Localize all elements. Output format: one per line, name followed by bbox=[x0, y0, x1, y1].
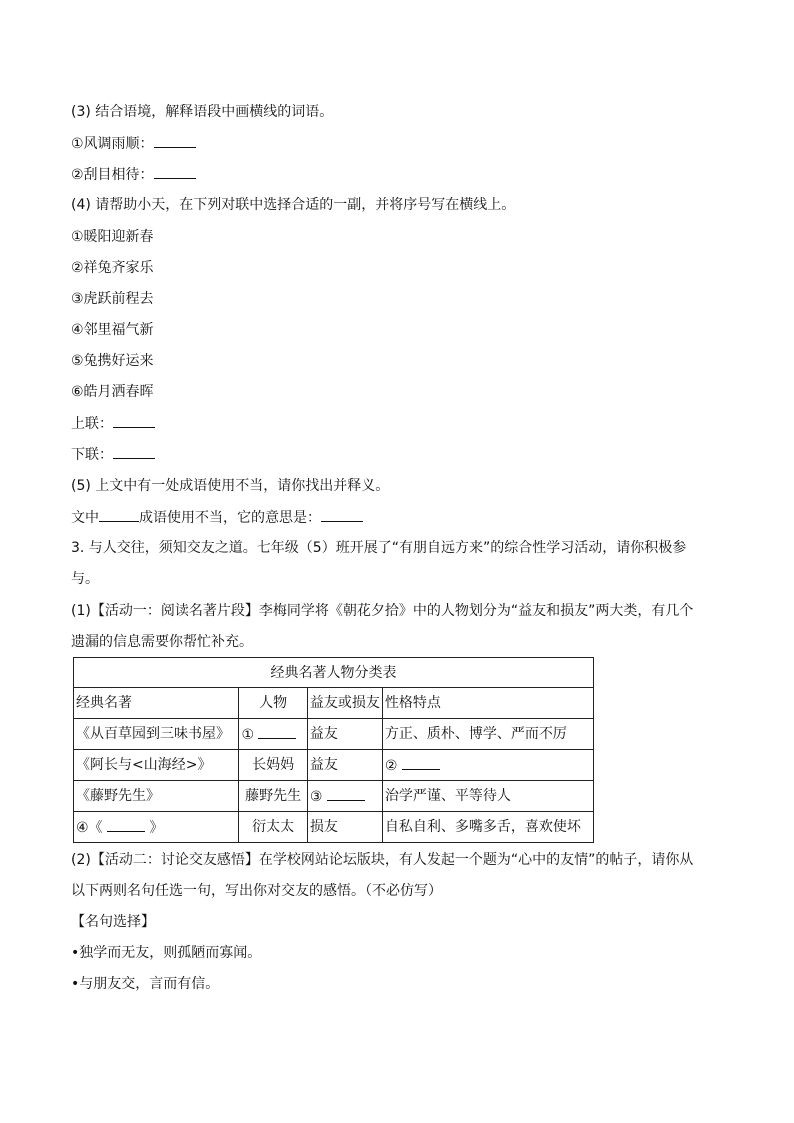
table-row bbox=[74, 750, 594, 781]
activity-1-prompt-cont: 遗漏的信息需要你帮忙补充。 bbox=[71, 634, 253, 650]
table-header-row bbox=[74, 688, 594, 719]
table-caption-row bbox=[74, 658, 594, 688]
type-cell: 益友 bbox=[307, 750, 382, 781]
blank-number: ③ bbox=[309, 788, 323, 805]
answer-prefix: 文中 bbox=[71, 510, 99, 526]
upper-couplet-label: 上联： bbox=[71, 416, 113, 432]
couplet-option: ③虎跃前程去 bbox=[71, 291, 154, 307]
column-header: 经典名著 bbox=[74, 688, 239, 719]
lower-couplet-label: 下联： bbox=[71, 447, 113, 463]
quote-item: •独学而无友，则孤陋而寡闻。 bbox=[71, 945, 262, 961]
question-5-prompt: (5) 上文中有一处成语使用不当，请你找出并释义。 bbox=[71, 478, 390, 494]
question-3-intro: 3. 与人交往，须知交友之道。七年级（5）班开展了“有朋自远方来”的综合性学习活动，请你积极参 bbox=[71, 540, 687, 556]
column-header: 性格特点 bbox=[382, 688, 593, 719]
column-header: 人物 bbox=[239, 688, 307, 719]
question-4-prompt: (4) 请帮助小天，在下列对联中选择合适的一副，并将序号写在横线上。 bbox=[71, 197, 516, 213]
person-cell: 藤野先生 bbox=[239, 781, 307, 812]
answer-blank[interactable] bbox=[99, 507, 139, 522]
book-cell bbox=[74, 812, 239, 843]
lower-couplet-line bbox=[71, 444, 155, 465]
column-header: 益友或损友 bbox=[307, 688, 382, 719]
answer-blank[interactable] bbox=[107, 817, 145, 832]
answer-blank[interactable] bbox=[154, 164, 196, 179]
quotes-heading: 【名句选择】 bbox=[71, 914, 155, 930]
book-cell: 《阿长与<山海经>》 bbox=[74, 750, 239, 781]
book-cell: 《从百草园到三味书屋》 bbox=[74, 719, 239, 750]
answer-middle: 成语使用不当，它的意思是： bbox=[139, 510, 321, 526]
term-label: ①风调雨顺： bbox=[71, 136, 154, 152]
type-cell: 损友 bbox=[307, 812, 382, 843]
activity-1-prompt: (1)【活动一：阅读名著片段】李梅同学将《朝花夕拾》中的人物划分为“益友和损友”两大类，有几个 bbox=[71, 603, 694, 619]
couplet-option: ④邻里福气新 bbox=[71, 322, 154, 338]
trait-cell: 自私自利、多嘴多舌，喜欢使坏 bbox=[382, 812, 593, 843]
trait-cell: 方正、质朴、博学、严而不厉 bbox=[382, 719, 593, 750]
blank-number: ② bbox=[384, 757, 398, 774]
blank-number: ④《 bbox=[76, 819, 103, 836]
character-classification-table bbox=[73, 657, 594, 843]
idiom-answer-line bbox=[71, 507, 363, 528]
type-cell bbox=[307, 781, 382, 812]
couplet-option: ⑤兔携好运来 bbox=[71, 353, 154, 369]
blank-number: ① bbox=[241, 726, 255, 743]
book-suffix: 》 bbox=[149, 819, 164, 836]
trait-cell bbox=[382, 750, 593, 781]
couplet-option: ②祥兔齐家乐 bbox=[71, 260, 154, 276]
answer-blank[interactable] bbox=[154, 133, 196, 148]
answer-line-2 bbox=[71, 164, 196, 185]
quote-item: •与朋友交，言而有信。 bbox=[71, 976, 220, 992]
answer-blank[interactable] bbox=[258, 724, 296, 739]
person-cell: 衍太太 bbox=[239, 812, 307, 843]
type-cell: 益友 bbox=[307, 719, 382, 750]
person-cell: 长妈妈 bbox=[239, 750, 307, 781]
book-cell: 《藤野先生》 bbox=[74, 781, 239, 812]
table-row bbox=[74, 719, 594, 750]
question-3-prompt: (3) 结合语境，解释语段中画横线的词语。 bbox=[71, 104, 334, 120]
trait-cell: 治学严谨、平等待人 bbox=[382, 781, 593, 812]
answer-blank[interactable] bbox=[113, 444, 155, 459]
question-3-intro-cont: 与。 bbox=[71, 571, 99, 587]
answer-blank[interactable] bbox=[321, 507, 363, 522]
table-row bbox=[74, 781, 594, 812]
person-cell bbox=[239, 719, 307, 750]
table-row bbox=[74, 812, 594, 843]
activity-2-prompt: (2)【活动二：讨论交友感悟】在学校网站论坛版块，有人发起一个题为“心中的友情”的帖子，请你从 bbox=[71, 852, 694, 868]
answer-line-1 bbox=[71, 133, 196, 154]
upper-couplet-line bbox=[71, 413, 155, 434]
activity-2-prompt-cont: 以下两则名句任选一句，写出你对交友的感悟。（不必仿写） bbox=[71, 883, 442, 899]
answer-blank[interactable] bbox=[327, 786, 365, 801]
couplet-option: ⑥皓月洒春晖 bbox=[71, 384, 154, 400]
answer-blank[interactable] bbox=[402, 755, 440, 770]
term-label: ②刮目相待： bbox=[71, 167, 154, 183]
table-caption: 经典名著人物分类表 bbox=[74, 658, 594, 688]
couplet-option: ①暖阳迎新春 bbox=[71, 229, 154, 245]
answer-blank[interactable] bbox=[113, 413, 155, 428]
